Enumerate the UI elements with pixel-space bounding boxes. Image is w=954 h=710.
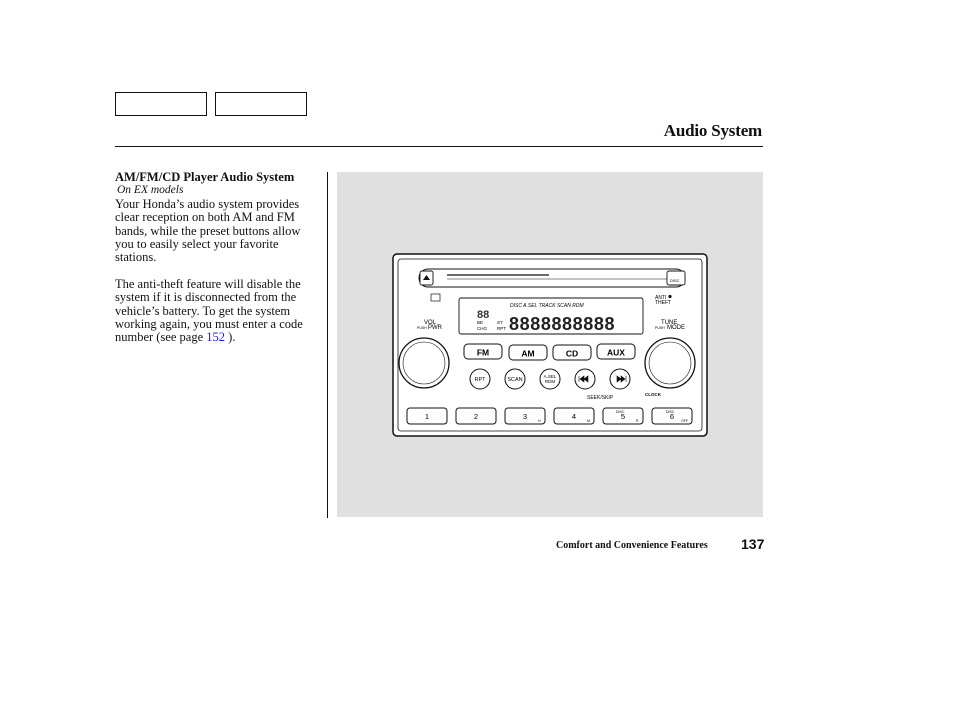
mode-label: MODE: [667, 325, 685, 331]
paragraph-anti-theft-text: The anti-theft feature will disable the system if it is disconnected from the vehicle’s battery. To get the system working again, you must enter a code number (see page: [115, 276, 303, 345]
nav-button-2[interactable]: [215, 92, 307, 116]
preset-6-sub: OFF: [681, 419, 688, 423]
scan-button-label: SCAN: [507, 377, 523, 383]
display-label-rpt: RPT: [497, 326, 506, 331]
display-left-digits: 88: [477, 309, 490, 321]
text-column: [115, 171, 321, 358]
preset-1-label: 1: [424, 412, 430, 421]
display-main-digits: 8888888888: [509, 314, 616, 334]
preset-4-label: 4: [571, 412, 577, 421]
page-link[interactable]: 152: [206, 330, 226, 345]
paragraph-anti-theft: [115, 278, 321, 345]
anti-theft-indicator-icon: [668, 295, 671, 298]
page-number: 137: [741, 536, 765, 552]
seek-skip-label: SEEK/SKIP: [587, 395, 614, 401]
clock-label: CLOCK: [645, 392, 661, 397]
section-subheading: On EX models: [117, 184, 184, 197]
display-label-chg: CHG: [477, 326, 487, 331]
column-divider: [327, 172, 328, 518]
radio-illustration: [337, 172, 763, 517]
display-label-be: BE: [477, 320, 484, 325]
fm-button-label: FM: [476, 347, 490, 358]
anti-label: ANTI: [655, 295, 667, 301]
aux-button-label: AUX: [607, 347, 625, 358]
rdm-button-label: RDM: [544, 379, 556, 384]
asel-button-label: A.SEL: [543, 374, 557, 379]
preset-5-disc: DISC: [616, 410, 625, 414]
pwr-label: PWR: [428, 325, 442, 331]
theft-label: THEFT: [655, 300, 672, 306]
nav-button-1[interactable]: [115, 92, 207, 116]
section-heading: AM/FM/CD Player Audio System: [115, 170, 295, 184]
preset-5-label: 5: [620, 412, 626, 421]
paragraph-intro: Your Honda’s audio system provides clear reception on both AM and FM bands, while the preset buttons allow you to easily select your favorite stations.: [115, 196, 301, 265]
preset-6-disc: DISC: [666, 410, 675, 414]
tune-label: TUNE: [661, 320, 678, 326]
disc-eject-label: DISC: [670, 278, 680, 283]
cd-button-label: CD: [565, 348, 579, 359]
rpt-button-label: RPT: [474, 377, 486, 383]
tune-knob[interactable]: [645, 338, 695, 388]
radio-svg: [337, 172, 763, 517]
preset-3-label: 3: [522, 412, 528, 421]
cd-slot-frame: [419, 269, 685, 287]
vol-label: VOL: [424, 320, 437, 326]
header-rule: [115, 146, 763, 147]
paragraph-anti-theft-end: ).: [225, 330, 236, 345]
am-button-label: AM: [521, 348, 535, 359]
display-indicators: DISC A.SEL TRACK SCAN RDM: [510, 303, 584, 309]
page-title: Audio System: [663, 121, 762, 140]
preset-4-sub: M: [587, 419, 590, 423]
preset-2-label: 2: [473, 412, 479, 421]
tune-push-label: PUSH: [655, 326, 665, 330]
preset-3-sub: H: [538, 419, 541, 423]
footer-section-name: Comfort and Convenience Features: [556, 540, 708, 551]
display-label-st: ST: [497, 320, 503, 325]
volume-knob[interactable]: [399, 338, 449, 388]
preset-6-label: 6: [669, 412, 675, 421]
vol-push-label: PUSH: [417, 326, 427, 330]
preset-5-sub: R: [636, 419, 639, 423]
